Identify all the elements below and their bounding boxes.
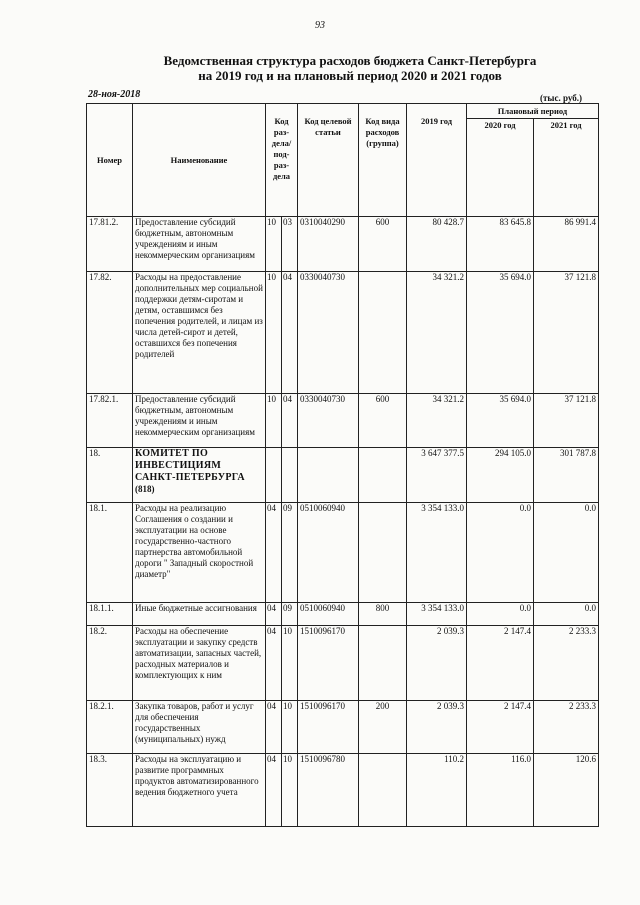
row-subsection: 10: [282, 754, 298, 827]
row-amount-2019: 110.2: [407, 754, 467, 827]
row-name: Предоставление субсидий бюджетным, автономным учреждениям и иным некоммерческим организациям: [133, 217, 266, 272]
row-amount-2019: 80 428.7: [407, 217, 467, 272]
row-amount-2021: 120.6: [534, 754, 599, 827]
row-expense-type: [359, 272, 407, 394]
row-name: Расходы на обеспечение эксплуатации и закупку средств автоматизации, запасных частей, расходных материалов и комплектующих к ним: [133, 626, 266, 701]
row-amount-2019: 3 354 133.0: [407, 503, 467, 603]
row-subsection: 03: [282, 217, 298, 272]
row-section: 04: [266, 603, 282, 626]
header-plan-period: Плановый период: [467, 104, 599, 119]
row-number: 18.: [87, 448, 133, 503]
table-row: [87, 754, 599, 827]
row-name: [133, 448, 266, 503]
header-2019: 2019 год: [407, 104, 467, 217]
row-expense-type: 800: [359, 603, 407, 626]
row-amount-2021: 0.0: [534, 603, 599, 626]
row-target-code: 1510096170: [298, 701, 359, 754]
header-expense-type: Код вида расходов (группа): [359, 104, 407, 217]
row-amount-2019: 3 647 377.5: [407, 448, 467, 503]
row-section: 04: [266, 754, 282, 827]
units-label: (тыс. руб.): [540, 93, 582, 103]
row-amount-2021: 86 991.4: [534, 217, 599, 272]
row-subsection: 04: [282, 272, 298, 394]
budget-table: [86, 103, 599, 827]
row-target-code: 0330040730: [298, 272, 359, 394]
row-section: 04: [266, 626, 282, 701]
row-amount-2020: 116.0: [467, 754, 534, 827]
row-amount-2019: 34 321.2: [407, 272, 467, 394]
row-target-code: 1510096170: [298, 626, 359, 701]
row-section: 10: [266, 217, 282, 272]
document-title-line-2: на 2019 год и на плановый период 2020 и 2021 годов: [198, 68, 502, 83]
row-number: 18.1.: [87, 503, 133, 603]
row-amount-2021: 37 121.8: [534, 272, 599, 394]
table-body: [87, 217, 599, 827]
row-amount-2019: 3 354 133.0: [407, 603, 467, 626]
row-subsection: 09: [282, 503, 298, 603]
row-name: Расходы на эксплуатацию и развитие программных продуктов автоматизированного ведения бюджетного учета: [133, 754, 266, 827]
page-number: 93: [315, 20, 325, 31]
row-amount-2021: 0.0: [534, 503, 599, 603]
row-amount-2020: 35 694.0: [467, 394, 534, 448]
row-amount-2019: 34 321.2: [407, 394, 467, 448]
row-subsection: 10: [282, 626, 298, 701]
row-expense-type: [359, 626, 407, 701]
row-amount-2019: 2 039.3: [407, 626, 467, 701]
header-target: Код целевой статьи: [298, 104, 359, 217]
row-expense-type: [359, 448, 407, 503]
row-target-code: 0310040290: [298, 217, 359, 272]
row-amount-2020: 2 147.4: [467, 701, 534, 754]
row-subsection: 04: [282, 394, 298, 448]
row-number: 18.2.: [87, 626, 133, 701]
document-title-line-1: Ведомственная структура расходов бюджета Санкт-Петербурга: [163, 53, 537, 68]
row-target-code: 0510060940: [298, 603, 359, 626]
committee-name: КОМИТЕТ ПО ИНВЕСТИЦИЯМ САНКТ-ПЕТЕРБУРГА: [135, 448, 245, 483]
row-amount-2020: 0.0: [467, 603, 534, 626]
row-target-code: [298, 448, 359, 503]
row-amount-2020: 83 645.8: [467, 217, 534, 272]
table-row: [87, 272, 599, 394]
row-name: Расходы на предоставление дополнительных мер социальной поддержки детям-сиротам и детям, оставшимся без попечения родителей, и лицам из числа детей-сирот и детей, оставшихся без попечения родителей: [133, 272, 266, 394]
row-expense-type: 600: [359, 217, 407, 272]
row-target-code: 0330040730: [298, 394, 359, 448]
table-header: [87, 104, 599, 217]
header-number: Номер: [87, 104, 133, 217]
row-number: 18.3.: [87, 754, 133, 827]
row-amount-2021: 301 787.8: [534, 448, 599, 503]
row-section: [266, 448, 282, 503]
row-expense-type: [359, 503, 407, 603]
header-2021: 2021 год: [534, 119, 599, 217]
row-amount-2020: 0.0: [467, 503, 534, 603]
row-subsection: 09: [282, 603, 298, 626]
row-number: 17.82.: [87, 272, 133, 394]
row-subsection: [282, 448, 298, 503]
row-expense-type: [359, 754, 407, 827]
header-name: Наименование: [133, 104, 266, 217]
row-amount-2021: 2 233.3: [534, 701, 599, 754]
document-date: 28-ноя-2018: [88, 89, 141, 100]
row-section: 04: [266, 503, 282, 603]
row-target-code: 0510060940: [298, 503, 359, 603]
row-section: 04: [266, 701, 282, 754]
header-section: Код раз-дела/ под-раз-дела: [266, 104, 298, 217]
row-section: 10: [266, 394, 282, 448]
table-row: [87, 603, 599, 626]
row-number: 17.82.1.: [87, 394, 133, 448]
table-row: [87, 626, 599, 701]
table-row: [87, 394, 599, 448]
row-expense-type: 200: [359, 701, 407, 754]
row-amount-2021: 37 121.8: [534, 394, 599, 448]
row-target-code: 1510096780: [298, 754, 359, 827]
committee-code: (818): [135, 484, 155, 494]
row-section: 10: [266, 272, 282, 394]
row-amount-2020: 2 147.4: [467, 626, 534, 701]
header-2020: 2020 год: [467, 119, 534, 217]
row-name: Закупка товаров, работ и услуг для обеспечения государственных (муниципальных) нужд: [133, 701, 266, 754]
row-expense-type: 600: [359, 394, 407, 448]
row-number: 17.81.2.: [87, 217, 133, 272]
row-name: Иные бюджетные ассигнования: [133, 603, 266, 626]
row-amount-2020: 35 694.0: [467, 272, 534, 394]
row-name: Предоставление субсидий бюджетным, автономным учреждениям и иным некоммерческим организациям: [133, 394, 266, 448]
table-row: [87, 217, 599, 272]
table-row: [87, 448, 599, 503]
row-amount-2021: 2 233.3: [534, 626, 599, 701]
row-number: 18.2.1.: [87, 701, 133, 754]
table-row: [87, 701, 599, 754]
row-amount-2020: 294 105.0: [467, 448, 534, 503]
row-name: Расходы на реализацию Соглашения о создании и эксплуатации на основе государственно-частного партнерства автомобильной дороги " Западный скоростной диаметр": [133, 503, 266, 603]
row-subsection: 10: [282, 701, 298, 754]
table-row: [87, 503, 599, 603]
row-number: 18.1.1.: [87, 603, 133, 626]
row-amount-2019: 2 039.3: [407, 701, 467, 754]
